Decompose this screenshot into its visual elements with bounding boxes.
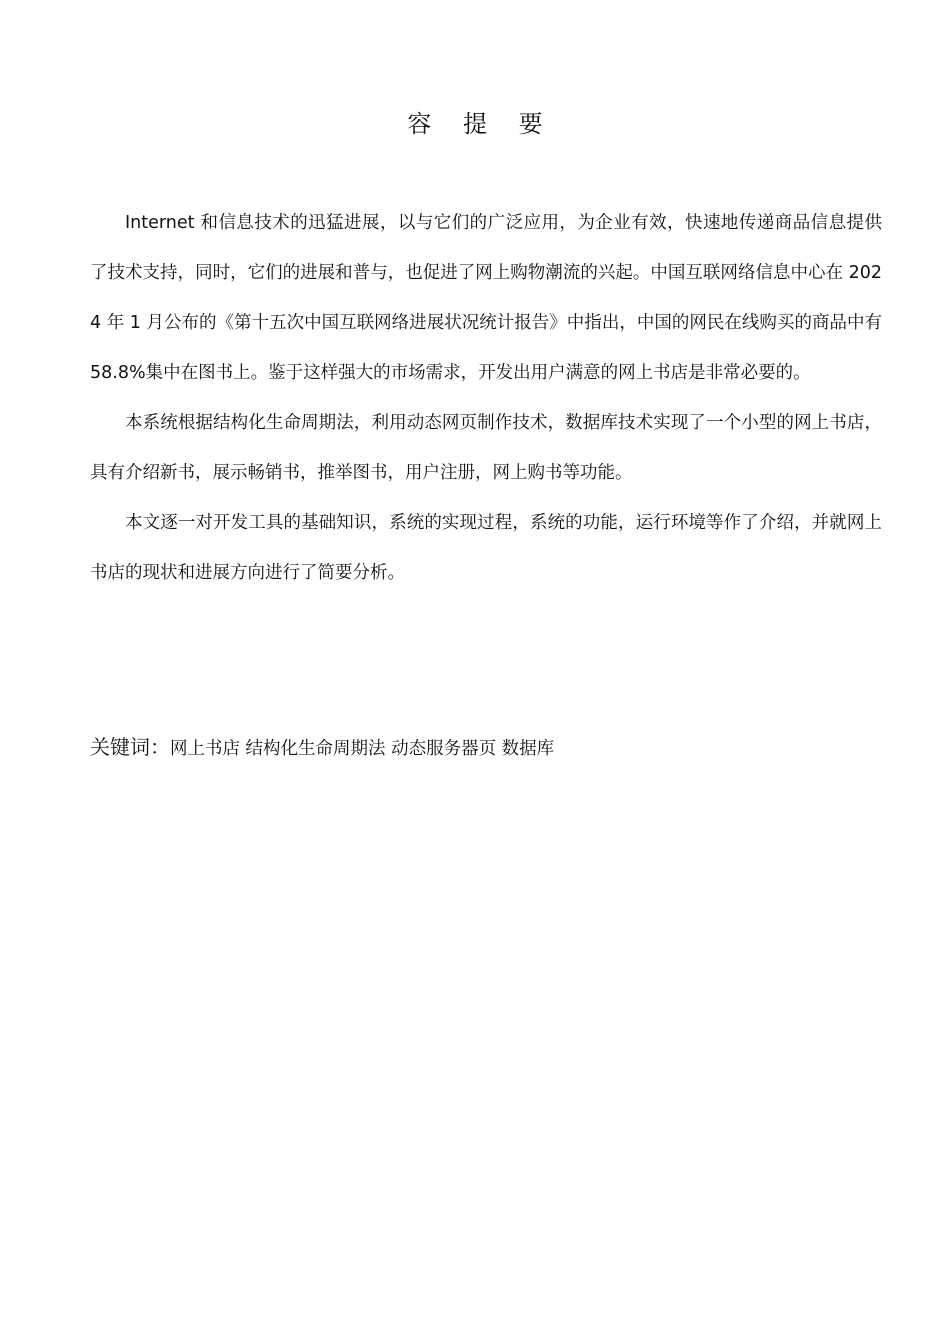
- paragraph-2: 本系统根据结构化生命周期法，利用动态网页制作技术，数据库技术实现了一个小型的网上书店，具有介绍新书，展示畅销书，推举图书，用户注册，网上购书等功能。: [90, 413, 882, 483]
- page-title: 容 提 要: [407, 110, 555, 138]
- keywords-items: 网上书店 结构化生命周期法 动态服务器页 数据库: [170, 739, 555, 759]
- paragraph-3: 本文逐一对开发工具的基础知识，系统的实现过程，系统的功能，运行环境等作了介绍，并就网上书店的现状和进展方向进行了简要分析。: [90, 513, 882, 583]
- paragraph-1: Internet 和信息技术的迅猛进展，以与它们的广泛应用，为企业有效，快速地传递商品信息提供了技术支持，同时，它们的进展和普与，也促进了网上购物潮流的兴起。中国互联网络信息中心在 2024 年 1 月公布的《第十五次中国互联网络进展状况统计报告》中指出，中国的网民在线购买的商品中有 58.8%集中在图书上。鉴于这样强大的市场需求，开发出用户满意的网上书店是非常必要的。: [90, 213, 882, 383]
- abstract-body: [90, 198, 882, 598]
- keywords-label: 关键词：: [90, 735, 170, 759]
- keywords-line: [90, 729, 882, 767]
